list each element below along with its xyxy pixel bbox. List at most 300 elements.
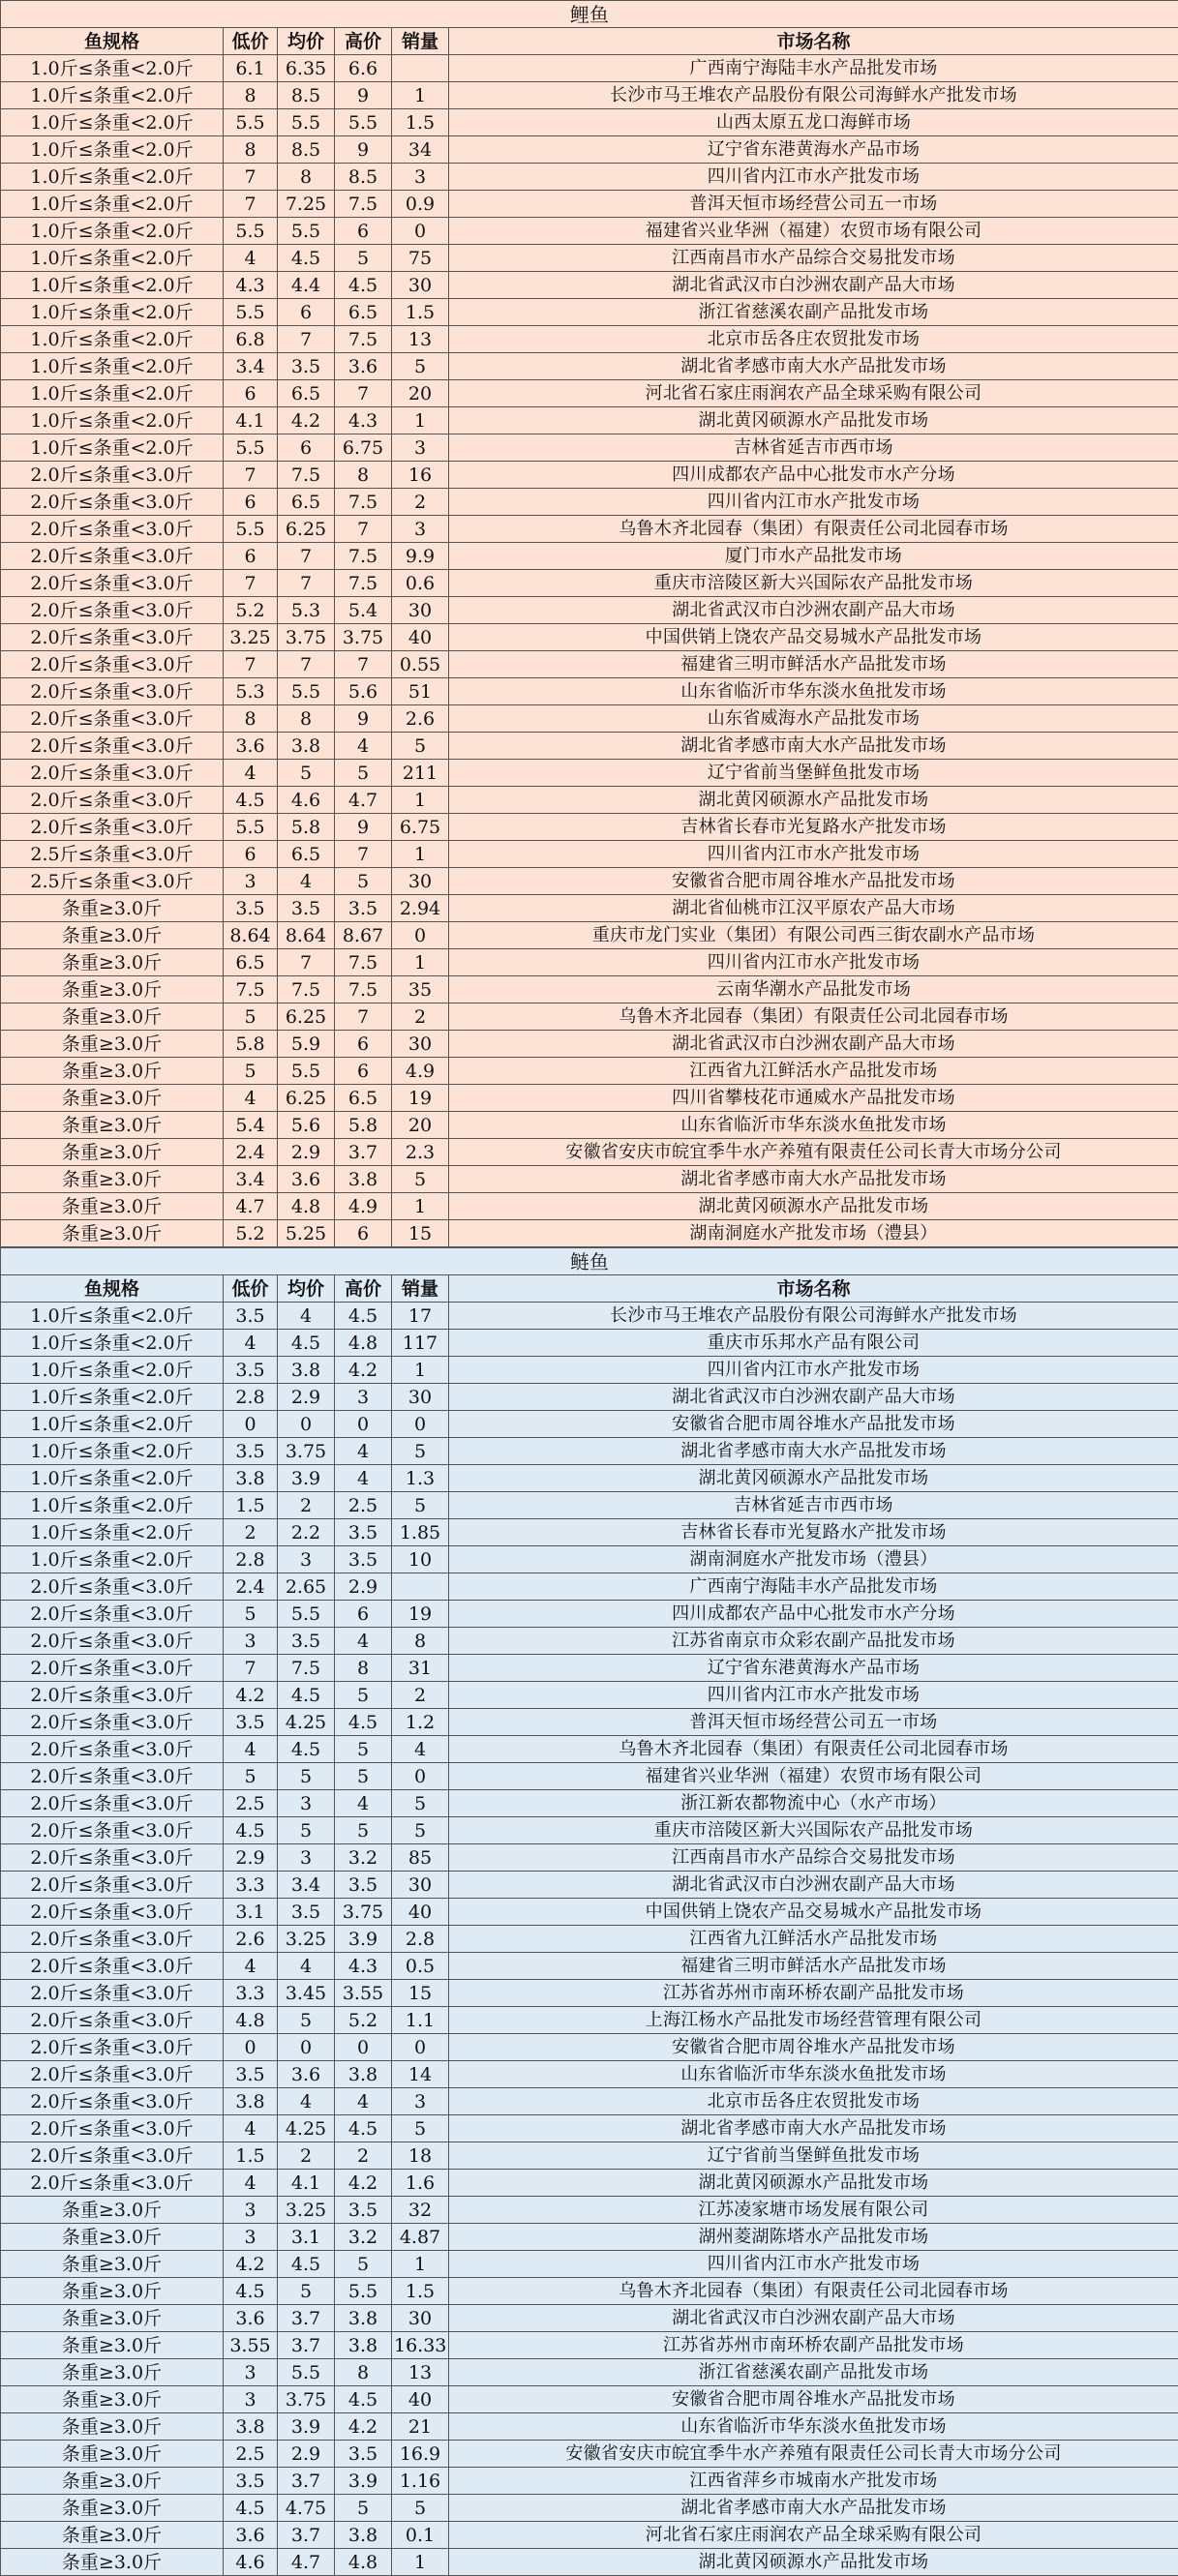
- high-price-cell: 9: [335, 814, 392, 841]
- high-price-cell: 5: [335, 2251, 392, 2278]
- spec-cell: 条重≥3.0斤: [1, 1031, 224, 1058]
- spec-cell: 条重≥3.0斤: [1, 2468, 224, 2495]
- table-row: [1, 2115, 1178, 2142]
- low-price-cell: 3: [224, 1628, 278, 1655]
- high-price-cell: 6.5: [335, 1085, 392, 1112]
- spec-cell: 2.0斤≤条重<3.0斤: [1, 1817, 224, 1844]
- table-row: [1, 2332, 1178, 2359]
- volume-cell: 5: [392, 2115, 449, 2142]
- low-price-cell: 6: [224, 841, 278, 868]
- low-price-cell: 7: [224, 164, 278, 191]
- spec-cell: 2.0斤≤条重<3.0斤: [1, 543, 224, 570]
- high-price-cell: 3: [335, 1384, 392, 1411]
- avg-price-cell: 5.5: [278, 2359, 335, 2386]
- market-name-cell: 辽宁省东港黄海水产品市场: [449, 136, 1178, 164]
- volume-cell: 1.5: [392, 2278, 449, 2305]
- avg-price-cell: 5: [278, 2007, 335, 2034]
- volume-cell: 31: [392, 1655, 449, 1682]
- avg-price-cell: 8.5: [278, 136, 335, 164]
- low-price-cell: 3.55: [224, 2332, 278, 2359]
- volume-cell: 5: [392, 1817, 449, 1844]
- high-price-cell: 3.5: [335, 1519, 392, 1546]
- avg-price-cell: 5.3: [278, 597, 335, 624]
- spec-cell: 2.0斤≤条重<3.0斤: [1, 2142, 224, 2170]
- high-price-cell: 3.5: [335, 1872, 392, 1899]
- high-price-cell: 8.5: [335, 164, 392, 191]
- table-row: [1, 1872, 1178, 1899]
- volume-cell: 0: [392, 1763, 449, 1790]
- spec-cell: 条重≥3.0斤: [1, 2441, 224, 2468]
- volume-cell: 8: [392, 1628, 449, 1655]
- low-price-cell: 7: [224, 191, 278, 218]
- volume-cell: 30: [392, 868, 449, 895]
- spec-cell: 条重≥3.0斤: [1, 922, 224, 949]
- market-name-cell: 长沙市马王堆农产品股份有限公司海鲜水产批发市场: [449, 1303, 1178, 1330]
- spec-cell: 2.0斤≤条重<3.0斤: [1, 2115, 224, 2142]
- avg-price-cell: 2.2: [278, 1519, 335, 1546]
- market-name-cell: 湖州菱湖陈塔水产品批发市场: [449, 2224, 1178, 2251]
- spec-cell: 1.0斤≤条重<2.0斤: [1, 272, 224, 299]
- table-row: [1, 489, 1178, 516]
- high-price-cell: 6: [335, 1601, 392, 1628]
- market-name-cell: 重庆市涪陵区新大兴国际农产品批发市场: [449, 1817, 1178, 1844]
- volume-cell: 5: [392, 1166, 449, 1193]
- low-price-cell: 7.5: [224, 976, 278, 1003]
- volume-cell: 1: [392, 949, 449, 976]
- market-name-cell: 福建省三明市鲜活水产品批发市场: [449, 1953, 1178, 1980]
- low-price-cell: 6: [224, 489, 278, 516]
- header-spec: 鱼规格: [1, 28, 224, 55]
- volume-cell: 85: [392, 1844, 449, 1872]
- avg-price-cell: 3.7: [278, 2305, 335, 2332]
- market-name-cell: 中国供销上饶农产品交易城水产品批发市场: [449, 624, 1178, 651]
- table-row: [1, 1438, 1178, 1465]
- high-price-cell: 5.5: [335, 2278, 392, 2305]
- low-price-cell: 1.5: [224, 2142, 278, 2170]
- table-row: [1, 109, 1178, 136]
- market-name-cell: 四川省内江市水产批发市场: [449, 949, 1178, 976]
- high-price-cell: 4.2: [335, 2413, 392, 2441]
- low-price-cell: 5: [224, 1763, 278, 1790]
- market-name-cell: 乌鲁木齐北园春（集团）有限责任公司北园春市场: [449, 1736, 1178, 1763]
- high-price-cell: 4.8: [335, 2549, 392, 2576]
- volume-cell: 19: [392, 1085, 449, 1112]
- market-name-cell: 山东省临沂市华东淡水鱼批发市场: [449, 2413, 1178, 2441]
- market-name-cell: 湖北黄冈硕源水产品批发市场: [449, 787, 1178, 814]
- avg-price-cell: 4.25: [278, 2115, 335, 2142]
- header-high: 高价: [335, 1275, 392, 1303]
- low-price-cell: 3.6: [224, 2522, 278, 2549]
- header-low: 低价: [224, 1275, 278, 1303]
- low-price-cell: 4.5: [224, 2495, 278, 2522]
- table-row: [1, 1844, 1178, 1872]
- header-row: [1, 28, 1178, 55]
- avg-price-cell: 5.5: [278, 1058, 335, 1085]
- spec-cell: 1.0斤≤条重<2.0斤: [1, 1492, 224, 1519]
- avg-price-cell: 3.7: [278, 2522, 335, 2549]
- spec-cell: 2.0斤≤条重<3.0斤: [1, 1899, 224, 1926]
- volume-cell: 3: [392, 2088, 449, 2115]
- spec-cell: 条重≥3.0斤: [1, 2305, 224, 2332]
- market-name-cell: 湖北省武汉市白沙洲农副产品大市场: [449, 1384, 1178, 1411]
- low-price-cell: 6: [224, 543, 278, 570]
- avg-price-cell: 3.8: [278, 1357, 335, 1384]
- avg-price-cell: 4: [278, 1953, 335, 1980]
- table-row: [1, 733, 1178, 760]
- market-name-cell: 乌鲁木齐北园春（集团）有限责任公司北园春市场: [449, 516, 1178, 543]
- carp-price-table: [0, 0, 1178, 1247]
- table-row: [1, 516, 1178, 543]
- spec-cell: 条重≥3.0斤: [1, 2549, 224, 2576]
- spec-cell: 2.0斤≤条重<3.0斤: [1, 1844, 224, 1872]
- spec-cell: 1.0斤≤条重<2.0斤: [1, 191, 224, 218]
- market-name-cell: 福建省三明市鲜活水产品批发市场: [449, 651, 1178, 678]
- low-price-cell: 0: [224, 2034, 278, 2061]
- spec-cell: 1.0斤≤条重<2.0斤: [1, 1411, 224, 1438]
- table-row: [1, 1546, 1178, 1573]
- table-row: [1, 1926, 1178, 1953]
- low-price-cell: 3.8: [224, 2088, 278, 2115]
- market-name-cell: 北京市岳各庄农贸批发市场: [449, 2088, 1178, 2115]
- market-name-cell: 四川省攀枝花市通威水产品批发市场: [449, 1085, 1178, 1112]
- table-row: [1, 1384, 1178, 1411]
- high-price-cell: 7: [335, 516, 392, 543]
- low-price-cell: 4.7: [224, 1193, 278, 1220]
- low-price-cell: 6.8: [224, 326, 278, 353]
- market-name-cell: 乌鲁木齐北园春（集团）有限责任公司北园春市场: [449, 1003, 1178, 1031]
- volume-cell: 20: [392, 1112, 449, 1139]
- market-name-cell: 辽宁省前当堡鲜鱼批发市场: [449, 760, 1178, 787]
- market-name-cell: 湖北省孝感市南大水产品批发市场: [449, 733, 1178, 760]
- low-price-cell: 4: [224, 760, 278, 787]
- table-row: [1, 2007, 1178, 2034]
- table-row: [1, 380, 1178, 407]
- spec-cell: 2.0斤≤条重<3.0斤: [1, 2034, 224, 2061]
- volume-cell: 15: [392, 1980, 449, 2007]
- high-price-cell: 5.5: [335, 109, 392, 136]
- table-row: [1, 1166, 1178, 1193]
- table-row: [1, 2088, 1178, 2115]
- volume-cell: 19: [392, 1601, 449, 1628]
- avg-price-cell: 7.5: [278, 976, 335, 1003]
- table-row: [1, 2251, 1178, 2278]
- section-title-row: [1, 1, 1178, 28]
- volume-cell: 5: [392, 1438, 449, 1465]
- volume-cell: 1: [392, 2549, 449, 2576]
- volume-cell: 1.5: [392, 299, 449, 326]
- table-row: [1, 353, 1178, 380]
- volume-cell: 21: [392, 2413, 449, 2441]
- table-row: [1, 326, 1178, 353]
- avg-price-cell: 3.25: [278, 2197, 335, 2224]
- low-price-cell: 3: [224, 2359, 278, 2386]
- market-name-cell: 江西省九江鲜活水产品批发市场: [449, 1926, 1178, 1953]
- high-price-cell: 4: [335, 1790, 392, 1817]
- high-price-cell: 3.5: [335, 1546, 392, 1573]
- high-price-cell: 9: [335, 136, 392, 164]
- high-price-cell: 4.9: [335, 1193, 392, 1220]
- high-price-cell: 3.75: [335, 1899, 392, 1926]
- volume-cell: 1.3: [392, 1465, 449, 1492]
- table-row: [1, 678, 1178, 705]
- high-price-cell: 2: [335, 2142, 392, 2170]
- high-price-cell: 7.5: [335, 976, 392, 1003]
- avg-price-cell: 3.5: [278, 353, 335, 380]
- table-row: [1, 82, 1178, 109]
- high-price-cell: 5: [335, 1682, 392, 1709]
- spec-cell: 2.0斤≤条重<3.0斤: [1, 1926, 224, 1953]
- volume-cell: 6.75: [392, 814, 449, 841]
- market-name-cell: 云南华潮水产品批发市场: [449, 976, 1178, 1003]
- table-row: [1, 543, 1178, 570]
- table-row: [1, 1899, 1178, 1926]
- high-price-cell: 3.8: [335, 2332, 392, 2359]
- low-price-cell: 1.5: [224, 1492, 278, 1519]
- table-row: [1, 2034, 1178, 2061]
- spec-cell: 2.5斤≤条重<3.0斤: [1, 868, 224, 895]
- avg-price-cell: 2.9: [278, 1384, 335, 1411]
- low-price-cell: 4.1: [224, 407, 278, 434]
- avg-price-cell: 4: [278, 2088, 335, 2115]
- low-price-cell: 5.5: [224, 434, 278, 462]
- low-price-cell: 4: [224, 1736, 278, 1763]
- high-price-cell: 3.8: [335, 2061, 392, 2088]
- spec-cell: 1.0斤≤条重<2.0斤: [1, 1465, 224, 1492]
- high-price-cell: 3.9: [335, 1926, 392, 1953]
- low-price-cell: 8: [224, 705, 278, 733]
- avg-price-cell: 7.5: [278, 462, 335, 489]
- volume-cell: [392, 55, 449, 82]
- avg-price-cell: 6.25: [278, 516, 335, 543]
- avg-price-cell: 7: [278, 543, 335, 570]
- market-name-cell: 安徽省合肥市周谷堆水产品批发市场: [449, 868, 1178, 895]
- table-row: [1, 218, 1178, 245]
- table-row: [1, 787, 1178, 814]
- low-price-cell: 3.25: [224, 624, 278, 651]
- market-name-cell: 山西太原五龙口海鲜市场: [449, 109, 1178, 136]
- high-price-cell: 6.75: [335, 434, 392, 462]
- avg-price-cell: 8: [278, 705, 335, 733]
- volume-cell: 16: [392, 462, 449, 489]
- low-price-cell: 7: [224, 1655, 278, 1682]
- low-price-cell: 2.4: [224, 1573, 278, 1601]
- low-price-cell: 0: [224, 1411, 278, 1438]
- spec-cell: 2.0斤≤条重<3.0斤: [1, 2088, 224, 2115]
- spec-cell: 1.0斤≤条重<2.0斤: [1, 1357, 224, 1384]
- high-price-cell: 8: [335, 462, 392, 489]
- low-price-cell: 3.4: [224, 353, 278, 380]
- table-row: [1, 136, 1178, 164]
- volume-cell: 211: [392, 760, 449, 787]
- avg-price-cell: 5: [278, 1817, 335, 1844]
- spec-cell: 条重≥3.0斤: [1, 2278, 224, 2305]
- market-name-cell: 江西省萍乡市城南水产批发市场: [449, 2468, 1178, 2495]
- low-price-cell: 6.1: [224, 55, 278, 82]
- avg-price-cell: 3.75: [278, 624, 335, 651]
- table-row: [1, 1817, 1178, 1844]
- low-price-cell: 5.5: [224, 218, 278, 245]
- market-name-cell: 湖北黄冈硕源水产品批发市场: [449, 2170, 1178, 2197]
- avg-price-cell: 2: [278, 1492, 335, 1519]
- high-price-cell: 7.5: [335, 570, 392, 597]
- market-name-cell: 四川成都农产品中心批发市水产分场: [449, 1601, 1178, 1628]
- table-row: [1, 1411, 1178, 1438]
- low-price-cell: 7: [224, 462, 278, 489]
- table-row: [1, 2413, 1178, 2441]
- market-name-cell: 江西省九江鲜活水产品批发市场: [449, 1058, 1178, 1085]
- section-title-row: [1, 1248, 1178, 1275]
- table-row: [1, 434, 1178, 462]
- spec-cell: 1.0斤≤条重<2.0斤: [1, 1384, 224, 1411]
- low-price-cell: 4.5: [224, 1817, 278, 1844]
- spec-cell: 条重≥3.0斤: [1, 1220, 224, 1247]
- spec-cell: 1.0斤≤条重<2.0斤: [1, 434, 224, 462]
- table-row: [1, 462, 1178, 489]
- high-price-cell: 4: [335, 2088, 392, 2115]
- avg-price-cell: 0: [278, 2034, 335, 2061]
- market-name-cell: 上海江杨水产品批发市场经营管理有限公司: [449, 2007, 1178, 2034]
- market-name-cell: 山东省临沂市华东淡水鱼批发市场: [449, 678, 1178, 705]
- high-price-cell: 4.2: [335, 1357, 392, 1384]
- table-row: [1, 55, 1178, 82]
- table-row: [1, 2359, 1178, 2386]
- table-row: [1, 245, 1178, 272]
- high-price-cell: 4: [335, 1438, 392, 1465]
- market-name-cell: 广西南宁海陆丰水产品批发市场: [449, 55, 1178, 82]
- low-price-cell: 7: [224, 651, 278, 678]
- avg-price-cell: 6.25: [278, 1003, 335, 1031]
- avg-price-cell: 4.5: [278, 1682, 335, 1709]
- header-volume: 销量: [392, 1275, 449, 1303]
- low-price-cell: 3.6: [224, 733, 278, 760]
- spec-cell: 条重≥3.0斤: [1, 1193, 224, 1220]
- avg-price-cell: 5.25: [278, 1220, 335, 1247]
- header-spec: 鱼规格: [1, 1275, 224, 1303]
- spec-cell: 1.0斤≤条重<2.0斤: [1, 353, 224, 380]
- low-price-cell: 4: [224, 2115, 278, 2142]
- spec-cell: 2.0斤≤条重<3.0斤: [1, 516, 224, 543]
- market-name-cell: 湖南洞庭水产批发市场（澧县）: [449, 1220, 1178, 1247]
- volume-cell: 0.6: [392, 570, 449, 597]
- high-price-cell: 4.3: [335, 407, 392, 434]
- volume-cell: 13: [392, 2359, 449, 2386]
- spec-cell: 条重≥3.0斤: [1, 895, 224, 922]
- low-price-cell: 4.2: [224, 2251, 278, 2278]
- header-avg: 均价: [278, 28, 335, 55]
- high-price-cell: 5.6: [335, 678, 392, 705]
- volume-cell: 2.8: [392, 1926, 449, 1953]
- avg-price-cell: 6.25: [278, 1085, 335, 1112]
- high-price-cell: 4.5: [335, 272, 392, 299]
- high-price-cell: 5: [335, 760, 392, 787]
- table-row: [1, 1573, 1178, 1601]
- volume-cell: 5: [392, 1492, 449, 1519]
- market-name-cell: 厦门市水产品批发市场: [449, 543, 1178, 570]
- low-price-cell: 4.3: [224, 272, 278, 299]
- spec-cell: 1.0斤≤条重<2.0斤: [1, 245, 224, 272]
- market-name-cell: 湖北黄冈硕源水产品批发市场: [449, 2549, 1178, 2576]
- spec-cell: 条重≥3.0斤: [1, 976, 224, 1003]
- table-row: [1, 1139, 1178, 1166]
- volume-cell: 0.9: [392, 191, 449, 218]
- volume-cell: 5: [392, 1790, 449, 1817]
- avg-price-cell: 6.5: [278, 380, 335, 407]
- header-row: [1, 1275, 1178, 1303]
- low-price-cell: 3.5: [224, 895, 278, 922]
- table-row: [1, 2305, 1178, 2332]
- avg-price-cell: 7: [278, 949, 335, 976]
- high-price-cell: 3.55: [335, 1980, 392, 2007]
- low-price-cell: 4.8: [224, 2007, 278, 2034]
- table-row: [1, 651, 1178, 678]
- volume-cell: 4.9: [392, 1058, 449, 1085]
- table-row: [1, 2549, 1178, 2576]
- market-name-cell: 江苏凌家塘市场发展有限公司: [449, 2197, 1178, 2224]
- header-avg: 均价: [278, 1275, 335, 1303]
- volume-cell: 32: [392, 2197, 449, 2224]
- market-name-cell: 吉林省长春市光复路水产批发市场: [449, 814, 1178, 841]
- table-row: [1, 1519, 1178, 1546]
- market-name-cell: 重庆市龙门实业（集团）有限公司西三街农副水产品市场: [449, 922, 1178, 949]
- spec-cell: 条重≥3.0斤: [1, 2224, 224, 2251]
- avg-price-cell: 3: [278, 1790, 335, 1817]
- spec-cell: 2.0斤≤条重<3.0斤: [1, 624, 224, 651]
- volume-cell: 4: [392, 1736, 449, 1763]
- volume-cell: 1: [392, 1193, 449, 1220]
- table-row: [1, 895, 1178, 922]
- low-price-cell: 5.5: [224, 109, 278, 136]
- avg-price-cell: 4.5: [278, 1330, 335, 1357]
- volume-cell: 1.16: [392, 2468, 449, 2495]
- spec-cell: 1.0斤≤条重<2.0斤: [1, 1519, 224, 1546]
- volume-cell: 2.94: [392, 895, 449, 922]
- market-name-cell: 湖北省武汉市白沙洲农副产品大市场: [449, 1872, 1178, 1899]
- avg-price-cell: 7.25: [278, 191, 335, 218]
- low-price-cell: 2.8: [224, 1546, 278, 1573]
- avg-price-cell: 3.5: [278, 1628, 335, 1655]
- table-row: [1, 299, 1178, 326]
- high-price-cell: 5: [335, 2495, 392, 2522]
- high-price-cell: 7.5: [335, 543, 392, 570]
- avg-price-cell: 3.7: [278, 2332, 335, 2359]
- spec-cell: 2.0斤≤条重<3.0斤: [1, 1980, 224, 2007]
- high-price-cell: 4: [335, 1628, 392, 1655]
- low-price-cell: 3.5: [224, 1709, 278, 1736]
- low-price-cell: 4: [224, 1330, 278, 1357]
- table-row: [1, 2061, 1178, 2088]
- high-price-cell: 4.3: [335, 1953, 392, 1980]
- spec-cell: 1.0斤≤条重<2.0斤: [1, 1303, 224, 1330]
- spec-cell: 1.0斤≤条重<2.0斤: [1, 407, 224, 434]
- market-name-cell: 四川省内江市水产批发市场: [449, 2251, 1178, 2278]
- low-price-cell: 4: [224, 2170, 278, 2197]
- spec-cell: 1.0斤≤条重<2.0斤: [1, 1330, 224, 1357]
- spec-cell: 2.0斤≤条重<3.0斤: [1, 1655, 224, 1682]
- spec-cell: 2.0斤≤条重<3.0斤: [1, 597, 224, 624]
- low-price-cell: 3.4: [224, 1166, 278, 1193]
- avg-price-cell: 3.4: [278, 1872, 335, 1899]
- table-row: [1, 191, 1178, 218]
- spec-cell: 2.0斤≤条重<3.0斤: [1, 1953, 224, 1980]
- market-name-cell: 河北省石家庄雨润农产品全球采购有限公司: [449, 2522, 1178, 2549]
- header-market: 市场名称: [449, 1275, 1178, 1303]
- volume-cell: 3: [392, 164, 449, 191]
- market-name-cell: 福建省兴业华洲（福建）农贸市场有限公司: [449, 1763, 1178, 1790]
- spec-cell: 2.0斤≤条重<3.0斤: [1, 2170, 224, 2197]
- spec-cell: 1.0斤≤条重<2.0斤: [1, 218, 224, 245]
- spec-cell: 1.0斤≤条重<2.0斤: [1, 326, 224, 353]
- volume-cell: 2: [392, 1682, 449, 1709]
